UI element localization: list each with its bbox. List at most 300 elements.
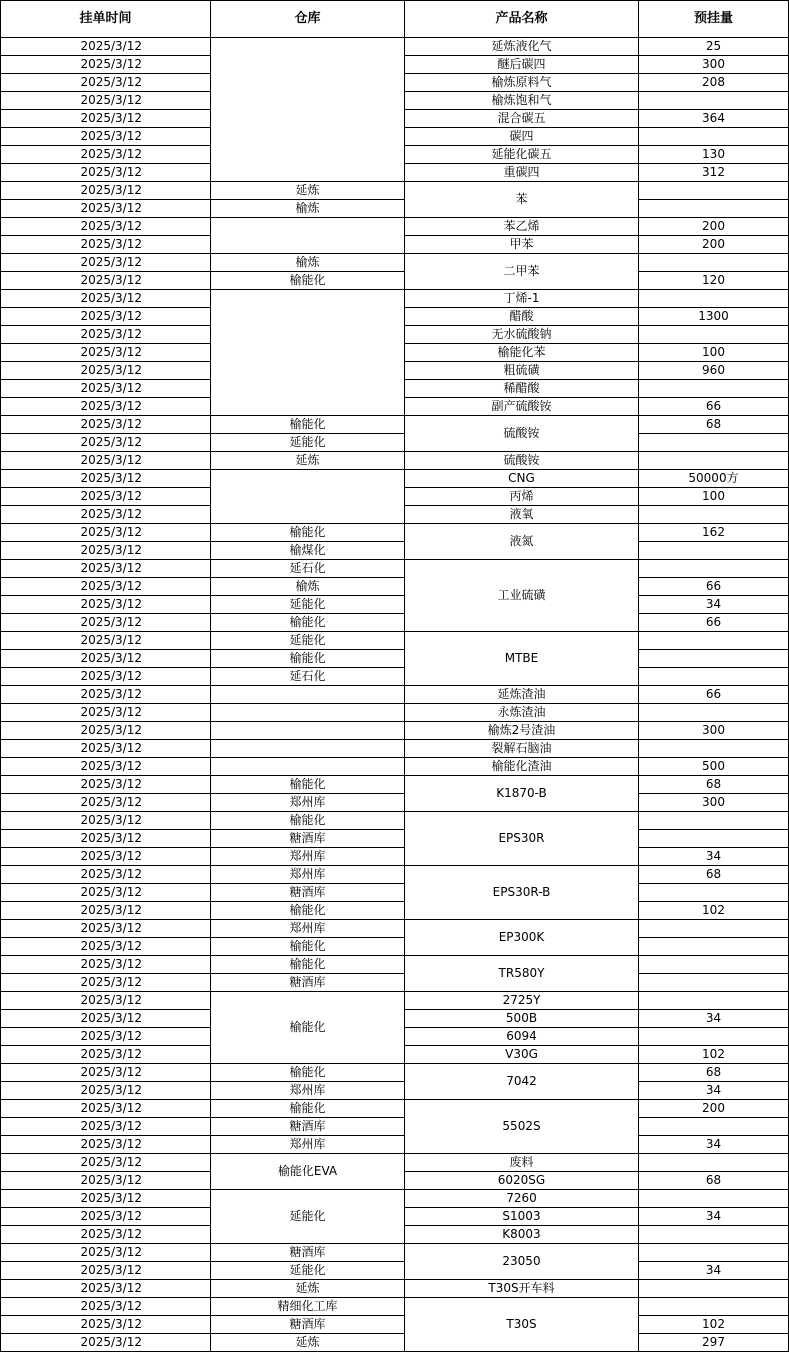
cell-product-name: 工业硫磺 xyxy=(405,560,639,632)
cell-product-name: T30S xyxy=(405,1298,639,1352)
table-row xyxy=(1,632,789,650)
cell-pre-listed-quantity: 68 xyxy=(639,776,789,794)
cell-warehouse: 榆能化 xyxy=(211,902,405,920)
cell-pre-listed-quantity: 34 xyxy=(639,1082,789,1100)
cell-product-name: 7042 xyxy=(405,1064,639,1100)
table-row xyxy=(1,254,789,272)
cell-pre-listed-quantity xyxy=(639,452,789,470)
cell-warehouse xyxy=(211,218,405,254)
table-row xyxy=(1,992,789,1010)
table-row xyxy=(1,182,789,200)
cell-product-name: 榆能化苯 xyxy=(405,344,639,362)
cell-warehouse: 榆能化 xyxy=(211,650,405,668)
cell-warehouse: 糖酒库 xyxy=(211,1316,405,1334)
cell-pre-listed-quantity xyxy=(639,560,789,578)
cell-product-name: 苯 xyxy=(405,182,639,218)
cell-listing-time: 2025/3/12 xyxy=(1,722,211,740)
cell-product-name: 丁烯-1 xyxy=(405,290,639,308)
cell-pre-listed-quantity xyxy=(639,506,789,524)
cell-listing-time: 2025/3/12 xyxy=(1,1334,211,1352)
cell-pre-listed-quantity xyxy=(639,938,789,956)
table-row xyxy=(1,38,789,56)
table-row xyxy=(1,416,789,434)
cell-warehouse: 榆炼 xyxy=(211,200,405,218)
cell-warehouse: 郑州库 xyxy=(211,1082,405,1100)
cell-product-name: 废料 xyxy=(405,1154,639,1172)
cell-warehouse: 延炼 xyxy=(211,1334,405,1352)
cell-pre-listed-quantity: 300 xyxy=(639,56,789,74)
cell-listing-time: 2025/3/12 xyxy=(1,596,211,614)
table-row xyxy=(1,452,789,470)
cell-pre-listed-quantity xyxy=(639,632,789,650)
cell-pre-listed-quantity xyxy=(639,668,789,686)
table-row xyxy=(1,1136,789,1154)
cell-warehouse: 延炼 xyxy=(211,452,405,470)
cell-listing-time: 2025/3/12 xyxy=(1,974,211,992)
cell-listing-time: 2025/3/12 xyxy=(1,866,211,884)
cell-listing-time: 2025/3/12 xyxy=(1,1226,211,1244)
table-row xyxy=(1,704,789,722)
cell-product-name: 延炼液化气 xyxy=(405,38,639,56)
cell-warehouse: 榆能化EVA xyxy=(211,1154,405,1190)
cell-product-name: 苯乙烯 xyxy=(405,218,639,236)
cell-listing-time: 2025/3/12 xyxy=(1,380,211,398)
cell-listing-time: 2025/3/12 xyxy=(1,992,211,1010)
header-row xyxy=(1,1,789,38)
cell-warehouse: 榆煤化 xyxy=(211,542,405,560)
cell-product-name: 永炼渣油 xyxy=(405,704,639,722)
cell-pre-listed-quantity: 68 xyxy=(639,416,789,434)
cell-pre-listed-quantity: 25 xyxy=(639,38,789,56)
cell-product-name: 混合碳五 xyxy=(405,110,639,128)
cell-pre-listed-quantity: 102 xyxy=(639,902,789,920)
cell-warehouse: 延能化 xyxy=(211,1190,405,1244)
cell-pre-listed-quantity: 120 xyxy=(639,272,789,290)
cell-listing-time: 2025/3/12 xyxy=(1,146,211,164)
cell-product-name: K8003 xyxy=(405,1226,639,1244)
cell-warehouse: 糖酒库 xyxy=(211,974,405,992)
cell-product-name: 醋酸 xyxy=(405,308,639,326)
cell-pre-listed-quantity xyxy=(639,380,789,398)
cell-pre-listed-quantity: 297 xyxy=(639,1334,789,1352)
cell-listing-time: 2025/3/12 xyxy=(1,920,211,938)
cell-warehouse: 榆能化 xyxy=(211,938,405,956)
cell-listing-time: 2025/3/12 xyxy=(1,1280,211,1298)
table-row xyxy=(1,1298,789,1316)
cell-listing-time: 2025/3/12 xyxy=(1,1190,211,1208)
cell-listing-time: 2025/3/12 xyxy=(1,1316,211,1334)
cell-pre-listed-quantity: 1300 xyxy=(639,308,789,326)
cell-pre-listed-quantity xyxy=(639,830,789,848)
table-row xyxy=(1,1190,789,1208)
table-row xyxy=(1,290,789,308)
cell-pre-listed-quantity: 68 xyxy=(639,1172,789,1190)
cell-listing-time: 2025/3/12 xyxy=(1,488,211,506)
table-row xyxy=(1,758,789,776)
cell-listing-time: 2025/3/12 xyxy=(1,956,211,974)
cell-warehouse: 郑州库 xyxy=(211,794,405,812)
cell-pre-listed-quantity xyxy=(639,1280,789,1298)
cell-warehouse xyxy=(211,758,405,776)
cell-pre-listed-quantity xyxy=(639,740,789,758)
table-row xyxy=(1,776,789,794)
cell-listing-time: 2025/3/12 xyxy=(1,344,211,362)
cell-listing-time: 2025/3/12 xyxy=(1,110,211,128)
cell-listing-time: 2025/3/12 xyxy=(1,182,211,200)
cell-warehouse: 榆能化 xyxy=(211,956,405,974)
table-row xyxy=(1,830,789,848)
cell-listing-time: 2025/3/12 xyxy=(1,164,211,182)
cell-listing-time: 2025/3/12 xyxy=(1,776,211,794)
cell-product-name: 液氧 xyxy=(405,506,639,524)
cell-pre-listed-quantity: 34 xyxy=(639,596,789,614)
header-product-name: 产品名称 xyxy=(405,1,639,38)
cell-pre-listed-quantity: 66 xyxy=(639,398,789,416)
table-row xyxy=(1,866,789,884)
cell-warehouse: 榆能化 xyxy=(211,524,405,542)
table-row xyxy=(1,974,789,992)
cell-pre-listed-quantity: 162 xyxy=(639,524,789,542)
cell-pre-listed-quantity: 34 xyxy=(639,1262,789,1280)
cell-warehouse xyxy=(211,722,405,740)
cell-pre-listed-quantity xyxy=(639,1298,789,1316)
table-row xyxy=(1,1154,789,1172)
cell-product-name: EPS30R xyxy=(405,812,639,866)
cell-pre-listed-quantity: 300 xyxy=(639,722,789,740)
cell-product-name: 6020SG xyxy=(405,1172,639,1190)
cell-product-name: EPS30R-B xyxy=(405,866,639,920)
table-row xyxy=(1,1262,789,1280)
cell-pre-listed-quantity: 34 xyxy=(639,1136,789,1154)
table-row xyxy=(1,686,789,704)
cell-warehouse: 延石化 xyxy=(211,668,405,686)
cell-listing-time: 2025/3/12 xyxy=(1,812,211,830)
cell-listing-time: 2025/3/12 xyxy=(1,1010,211,1028)
cell-pre-listed-quantity: 130 xyxy=(639,146,789,164)
cell-listing-time: 2025/3/12 xyxy=(1,902,211,920)
cell-listing-time: 2025/3/12 xyxy=(1,1118,211,1136)
cell-listing-time: 2025/3/12 xyxy=(1,1262,211,1280)
cell-product-name: 裂解石脑油 xyxy=(405,740,639,758)
cell-listing-time: 2025/3/12 xyxy=(1,524,211,542)
cell-listing-time: 2025/3/12 xyxy=(1,1136,211,1154)
cell-product-name: EP300K xyxy=(405,920,639,956)
table-row xyxy=(1,740,789,758)
table-row xyxy=(1,218,789,236)
table-row xyxy=(1,272,789,290)
cell-listing-time: 2025/3/12 xyxy=(1,740,211,758)
cell-warehouse: 榆能化 xyxy=(211,416,405,434)
cell-pre-listed-quantity xyxy=(639,1118,789,1136)
cell-warehouse: 榆能化 xyxy=(211,812,405,830)
cell-pre-listed-quantity xyxy=(639,956,789,974)
cell-listing-time: 2025/3/12 xyxy=(1,92,211,110)
cell-product-name: 榆能化渣油 xyxy=(405,758,639,776)
cell-pre-listed-quantity: 68 xyxy=(639,1064,789,1082)
cell-listing-time: 2025/3/12 xyxy=(1,470,211,488)
cell-listing-time: 2025/3/12 xyxy=(1,1028,211,1046)
cell-warehouse: 榆能化 xyxy=(211,776,405,794)
cell-product-name: 丙烯 xyxy=(405,488,639,506)
cell-product-name: 榆炼原料气 xyxy=(405,74,639,92)
cell-pre-listed-quantity: 208 xyxy=(639,74,789,92)
table-row xyxy=(1,1118,789,1136)
cell-listing-time: 2025/3/12 xyxy=(1,614,211,632)
cell-warehouse: 郑州库 xyxy=(211,1136,405,1154)
cell-warehouse: 延能化 xyxy=(211,596,405,614)
cell-warehouse: 郑州库 xyxy=(211,866,405,884)
table-row xyxy=(1,470,789,488)
table-row xyxy=(1,578,789,596)
cell-pre-listed-quantity: 50000方 xyxy=(639,470,789,488)
cell-listing-time: 2025/3/12 xyxy=(1,560,211,578)
cell-listing-time: 2025/3/12 xyxy=(1,830,211,848)
table-row xyxy=(1,650,789,668)
cell-pre-listed-quantity xyxy=(639,290,789,308)
cell-product-name: 碳四 xyxy=(405,128,639,146)
cell-product-name: 硫酸铵 xyxy=(405,452,639,470)
cell-warehouse: 榆能化 xyxy=(211,272,405,290)
cell-product-name: 无水硫酸钠 xyxy=(405,326,639,344)
header-warehouse: 仓库 xyxy=(211,1,405,38)
table-row xyxy=(1,884,789,902)
cell-product-name: MTBE xyxy=(405,632,639,686)
cell-listing-time: 2025/3/12 xyxy=(1,1244,211,1262)
cell-product-name: 液氮 xyxy=(405,524,639,560)
cell-listing-time: 2025/3/12 xyxy=(1,1064,211,1082)
cell-listing-time: 2025/3/12 xyxy=(1,704,211,722)
cell-listing-time: 2025/3/12 xyxy=(1,362,211,380)
cell-warehouse: 延能化 xyxy=(211,632,405,650)
cell-pre-listed-quantity: 34 xyxy=(639,1010,789,1028)
cell-product-name: 延炼渣油 xyxy=(405,686,639,704)
cell-pre-listed-quantity: 66 xyxy=(639,578,789,596)
cell-listing-time: 2025/3/12 xyxy=(1,128,211,146)
cell-listing-time: 2025/3/12 xyxy=(1,1154,211,1172)
cell-listing-time: 2025/3/12 xyxy=(1,1172,211,1190)
cell-product-name: 榆炼2号渣油 xyxy=(405,722,639,740)
cell-product-name: 稀醋酸 xyxy=(405,380,639,398)
cell-warehouse xyxy=(211,470,405,524)
cell-warehouse: 糖酒库 xyxy=(211,1244,405,1262)
cell-product-name: 500B xyxy=(405,1010,639,1028)
cell-warehouse: 延石化 xyxy=(211,560,405,578)
cell-pre-listed-quantity xyxy=(639,254,789,272)
cell-listing-time: 2025/3/12 xyxy=(1,326,211,344)
cell-pre-listed-quantity: 34 xyxy=(639,848,789,866)
table-row xyxy=(1,902,789,920)
cell-pre-listed-quantity: 300 xyxy=(639,794,789,812)
cell-warehouse: 榆能化 xyxy=(211,614,405,632)
cell-listing-time: 2025/3/12 xyxy=(1,416,211,434)
cell-warehouse xyxy=(211,290,405,416)
table-row xyxy=(1,1334,789,1352)
cell-warehouse xyxy=(211,38,405,182)
table-row xyxy=(1,1100,789,1118)
cell-warehouse: 榆炼 xyxy=(211,254,405,272)
cell-product-name: 6094 xyxy=(405,1028,639,1046)
cell-pre-listed-quantity xyxy=(639,992,789,1010)
cell-pre-listed-quantity xyxy=(639,1190,789,1208)
table-row xyxy=(1,1316,789,1334)
header-pre-listed-quantity: 预挂量 xyxy=(639,1,789,38)
cell-warehouse: 糖酒库 xyxy=(211,1118,405,1136)
cell-pre-listed-quantity xyxy=(639,650,789,668)
cell-listing-time: 2025/3/12 xyxy=(1,938,211,956)
cell-listing-time: 2025/3/12 xyxy=(1,794,211,812)
cell-pre-listed-quantity: 200 xyxy=(639,218,789,236)
cell-pre-listed-quantity: 102 xyxy=(639,1046,789,1064)
cell-product-name: TR580Y xyxy=(405,956,639,992)
cell-listing-time: 2025/3/12 xyxy=(1,236,211,254)
cell-listing-time: 2025/3/12 xyxy=(1,200,211,218)
cell-warehouse: 榆能化 xyxy=(211,1064,405,1082)
cell-product-name: 延能化碳五 xyxy=(405,146,639,164)
cell-listing-time: 2025/3/12 xyxy=(1,632,211,650)
cell-warehouse: 榆能化 xyxy=(211,992,405,1064)
table-row xyxy=(1,542,789,560)
cell-listing-time: 2025/3/12 xyxy=(1,290,211,308)
cell-listing-time: 2025/3/12 xyxy=(1,542,211,560)
cell-warehouse xyxy=(211,686,405,704)
table-row xyxy=(1,596,789,614)
table-row xyxy=(1,524,789,542)
cell-product-name: 7260 xyxy=(405,1190,639,1208)
cell-listing-time: 2025/3/12 xyxy=(1,668,211,686)
cell-listing-time: 2025/3/12 xyxy=(1,398,211,416)
cell-warehouse: 延炼 xyxy=(211,182,405,200)
cell-product-name: 甲苯 xyxy=(405,236,639,254)
cell-product-name: T30S开车料 xyxy=(405,1280,639,1298)
cell-listing-time: 2025/3/12 xyxy=(1,74,211,92)
cell-product-name: S1003 xyxy=(405,1208,639,1226)
cell-pre-listed-quantity xyxy=(639,1226,789,1244)
table-row xyxy=(1,614,789,632)
cell-listing-time: 2025/3/12 xyxy=(1,650,211,668)
cell-listing-time: 2025/3/12 xyxy=(1,506,211,524)
table-row xyxy=(1,1082,789,1100)
cell-warehouse: 郑州库 xyxy=(211,848,405,866)
cell-warehouse: 延能化 xyxy=(211,1262,405,1280)
cell-product-name: 重碳四 xyxy=(405,164,639,182)
table-row xyxy=(1,1244,789,1262)
cell-pre-listed-quantity: 960 xyxy=(639,362,789,380)
cell-pre-listed-quantity xyxy=(639,200,789,218)
cell-pre-listed-quantity: 500 xyxy=(639,758,789,776)
table-row xyxy=(1,200,789,218)
table-row xyxy=(1,920,789,938)
cell-listing-time: 2025/3/12 xyxy=(1,1046,211,1064)
cell-listing-time: 2025/3/12 xyxy=(1,1208,211,1226)
cell-pre-listed-quantity: 100 xyxy=(639,344,789,362)
cell-product-name: V30G xyxy=(405,1046,639,1064)
cell-product-name: 二甲苯 xyxy=(405,254,639,290)
cell-product-name: 5502S xyxy=(405,1100,639,1154)
table-row xyxy=(1,956,789,974)
cell-product-name: 2725Y xyxy=(405,992,639,1010)
cell-pre-listed-quantity: 200 xyxy=(639,1100,789,1118)
cell-listing-time: 2025/3/12 xyxy=(1,1100,211,1118)
cell-listing-time: 2025/3/12 xyxy=(1,884,211,902)
cell-pre-listed-quantity xyxy=(639,920,789,938)
table-row xyxy=(1,1064,789,1082)
cell-pre-listed-quantity xyxy=(639,884,789,902)
cell-product-name: CNG xyxy=(405,470,639,488)
cell-warehouse: 延能化 xyxy=(211,434,405,452)
header-listing-time: 挂单时间 xyxy=(1,1,211,38)
cell-pre-listed-quantity xyxy=(639,812,789,830)
cell-pre-listed-quantity: 66 xyxy=(639,686,789,704)
cell-pre-listed-quantity xyxy=(639,974,789,992)
cell-pre-listed-quantity xyxy=(639,1244,789,1262)
cell-warehouse xyxy=(211,740,405,758)
cell-product-name: 榆炼饱和气 xyxy=(405,92,639,110)
table-row xyxy=(1,848,789,866)
table-row xyxy=(1,794,789,812)
cell-pre-listed-quantity xyxy=(639,92,789,110)
cell-pre-listed-quantity: 364 xyxy=(639,110,789,128)
cell-warehouse: 榆能化 xyxy=(211,1100,405,1118)
cell-listing-time: 2025/3/12 xyxy=(1,434,211,452)
table-row xyxy=(1,938,789,956)
cell-product-name: K1870-B xyxy=(405,776,639,812)
cell-listing-time: 2025/3/12 xyxy=(1,578,211,596)
cell-pre-listed-quantity xyxy=(639,1028,789,1046)
cell-product-name: 副产硫酸铵 xyxy=(405,398,639,416)
cell-warehouse: 糖酒库 xyxy=(211,884,405,902)
table-row xyxy=(1,560,789,578)
cell-pre-listed-quantity xyxy=(639,542,789,560)
cell-pre-listed-quantity: 66 xyxy=(639,614,789,632)
cell-listing-time: 2025/3/12 xyxy=(1,1082,211,1100)
cell-listing-time: 2025/3/12 xyxy=(1,308,211,326)
cell-listing-time: 2025/3/12 xyxy=(1,686,211,704)
cell-product-name: 硫酸铵 xyxy=(405,416,639,452)
cell-warehouse: 糖酒库 xyxy=(211,830,405,848)
cell-pre-listed-quantity xyxy=(639,128,789,146)
cell-pre-listed-quantity: 312 xyxy=(639,164,789,182)
cell-pre-listed-quantity xyxy=(639,434,789,452)
cell-listing-time: 2025/3/12 xyxy=(1,38,211,56)
cell-warehouse xyxy=(211,704,405,722)
table-row xyxy=(1,434,789,452)
cell-listing-time: 2025/3/12 xyxy=(1,254,211,272)
cell-listing-time: 2025/3/12 xyxy=(1,758,211,776)
cell-pre-listed-quantity xyxy=(639,1154,789,1172)
cell-listing-time: 2025/3/12 xyxy=(1,848,211,866)
cell-pre-listed-quantity xyxy=(639,326,789,344)
cell-pre-listed-quantity: 68 xyxy=(639,866,789,884)
table-row xyxy=(1,668,789,686)
cell-listing-time: 2025/3/12 xyxy=(1,272,211,290)
cell-warehouse: 延炼 xyxy=(211,1280,405,1298)
cell-warehouse: 郑州库 xyxy=(211,920,405,938)
cell-listing-time: 2025/3/12 xyxy=(1,1298,211,1316)
cell-product-name: 醚后碳四 xyxy=(405,56,639,74)
cell-pre-listed-quantity: 102 xyxy=(639,1316,789,1334)
cell-product-name: 粗硫磺 xyxy=(405,362,639,380)
cell-warehouse: 榆炼 xyxy=(211,578,405,596)
cell-pre-listed-quantity: 100 xyxy=(639,488,789,506)
cell-listing-time: 2025/3/12 xyxy=(1,218,211,236)
cell-pre-listed-quantity: 34 xyxy=(639,1208,789,1226)
cell-pre-listed-quantity xyxy=(639,704,789,722)
cell-listing-time: 2025/3/12 xyxy=(1,452,211,470)
cell-listing-time: 2025/3/12 xyxy=(1,56,211,74)
table-row xyxy=(1,722,789,740)
table-row xyxy=(1,1280,789,1298)
cell-product-name: 23050 xyxy=(405,1244,639,1280)
